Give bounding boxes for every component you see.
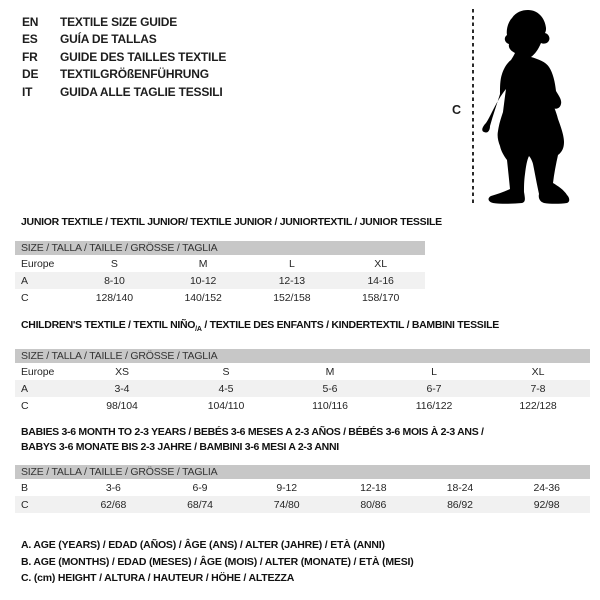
size-cell: XL bbox=[374, 257, 387, 270]
language-code: DE bbox=[22, 67, 39, 82]
language-title: TEXTILE SIZE GUIDE bbox=[60, 14, 178, 29]
size-bar-label: SIZE / TALLA / TAILLE / GRÖSSE / TAGLIA bbox=[21, 350, 218, 363]
size-cell: 6-9 bbox=[192, 481, 208, 494]
table-row bbox=[15, 272, 425, 289]
size-cell: 152/158 bbox=[273, 291, 311, 304]
size-cell: 24-36 bbox=[533, 481, 560, 494]
size-cell: 6-7 bbox=[426, 382, 442, 395]
footnote-line: B. AGE (MONTHS) / EDAD (MESES) / ÂGE (MOIS) / ALTER (MONATE) / ETÀ (MESI) bbox=[21, 555, 414, 568]
size-cell: S bbox=[222, 365, 230, 378]
row-label: A bbox=[21, 274, 28, 287]
language-row bbox=[22, 83, 226, 101]
junior-table-title bbox=[21, 215, 442, 230]
table-row bbox=[15, 289, 425, 306]
babies-table-section bbox=[15, 425, 590, 513]
footnote-line: C. (cm) HEIGHT / ALTURA / HAUTEUR / HÖHE / ALTEZZA bbox=[21, 572, 295, 584]
language-title: GUIDA ALLE TAGLIE TESSILI bbox=[60, 84, 223, 99]
size-bar bbox=[15, 349, 590, 363]
table-title-segment: / TEXTILE DES ENFANTS / KINDERTEXTIL / BAMBINI TESSILE bbox=[201, 319, 499, 331]
size-cell: 110/116 bbox=[312, 399, 348, 412]
size-cell: 4-5 bbox=[218, 382, 234, 395]
language-title: GUÍA DE TALLAS bbox=[60, 32, 157, 47]
table-title-segment: CHILDREN'S TEXTILE / TEXTIL NIÑO bbox=[21, 319, 196, 331]
size-cell: L bbox=[431, 365, 437, 378]
babies-size-table bbox=[15, 465, 590, 513]
size-cell: 10-12 bbox=[189, 274, 217, 287]
row-label: A bbox=[21, 382, 28, 395]
footnotes bbox=[21, 537, 414, 587]
table-row bbox=[15, 479, 590, 496]
size-cell: 86/92 bbox=[447, 498, 473, 511]
children-size-table bbox=[15, 349, 590, 414]
size-cell: 128/140 bbox=[95, 291, 133, 304]
size-cell: L bbox=[289, 257, 295, 270]
size-cell: 80/86 bbox=[360, 498, 387, 511]
size-bar bbox=[15, 241, 425, 255]
size-cell: M bbox=[325, 365, 335, 378]
table-title-line bbox=[21, 215, 442, 230]
language-title: TEXTILGRÖßENFÜHRUNG bbox=[60, 67, 209, 82]
size-cell: 104/110 bbox=[207, 399, 245, 412]
language-row bbox=[22, 48, 226, 66]
size-cell: 14-16 bbox=[367, 274, 394, 287]
size-cell: 92/98 bbox=[533, 498, 560, 511]
size-bar bbox=[15, 465, 590, 479]
size-cell: 3-6 bbox=[105, 481, 121, 494]
size-cell: 62/68 bbox=[100, 498, 127, 511]
size-cell: 12-18 bbox=[360, 481, 387, 494]
language-row bbox=[22, 13, 226, 31]
size-cell: 18-24 bbox=[446, 481, 474, 494]
row-label: Europe bbox=[21, 257, 55, 270]
language-code: IT bbox=[22, 84, 33, 99]
language-row bbox=[22, 66, 226, 84]
table-title-line bbox=[21, 425, 590, 440]
height-c-label: C bbox=[452, 103, 462, 117]
language-code: ES bbox=[22, 32, 38, 47]
language-row bbox=[22, 31, 226, 49]
children-table-section bbox=[15, 318, 590, 414]
size-cell: 7-8 bbox=[530, 382, 546, 395]
size-cell: 12-13 bbox=[278, 274, 306, 287]
table-title-segment: /A bbox=[195, 326, 202, 334]
table-title-segment: BABIES 3-6 MONTH TO 2-3 YEARS / BEBÉS 3-6 MESES A 2-3 AÑOS / BÉBÉS 3-6 MOIS À 2-3 ANS / bbox=[21, 426, 484, 438]
size-cell: 5-6 bbox=[322, 382, 338, 395]
footnote-line: A. AGE (YEARS) / EDAD (AÑOS) / ÂGE (ANS) / ALTER (JAHRE) / ETÀ (ANNI) bbox=[21, 539, 385, 551]
junior-table-section bbox=[15, 215, 442, 306]
size-bar-label: SIZE / TALLA / TAILLE / GRÖSSE / TAGLIA bbox=[21, 242, 218, 254]
height-dashed-line bbox=[472, 9, 474, 206]
row-label: Europe bbox=[21, 365, 55, 378]
baby-silhouette-icon bbox=[480, 8, 576, 206]
table-row bbox=[15, 255, 425, 272]
size-cell: 116/122 bbox=[415, 399, 453, 412]
size-bar-label: SIZE / TALLA / TAILLE / GRÖSSE / TAGLIA bbox=[21, 466, 218, 478]
size-cell: S bbox=[110, 257, 118, 270]
size-cell: XL bbox=[531, 365, 545, 378]
table-title-line bbox=[21, 440, 590, 455]
table-row bbox=[15, 363, 590, 380]
children-table-title bbox=[21, 318, 590, 337]
table-row bbox=[15, 496, 590, 513]
size-cell: 122/128 bbox=[519, 399, 557, 412]
babies-table-title bbox=[21, 425, 590, 455]
size-cell: 3-4 bbox=[114, 382, 130, 395]
size-cell: 158/170 bbox=[361, 291, 400, 304]
language-title: GUIDE DES TAILLES TEXTILE bbox=[60, 49, 227, 64]
size-cell: 74/80 bbox=[273, 498, 300, 511]
size-cell: M bbox=[198, 257, 208, 270]
row-label: B bbox=[21, 481, 28, 494]
row-label: C bbox=[21, 291, 29, 304]
language-code: EN bbox=[22, 14, 39, 29]
row-label: C bbox=[21, 498, 29, 511]
table-row bbox=[15, 397, 590, 414]
table-row bbox=[15, 380, 590, 397]
junior-size-table bbox=[15, 241, 425, 306]
table-title-segment: JUNIOR TEXTILE / TEXTIL JUNIOR/ TEXTILE JUNIOR / JUNIORTEXTIL / JUNIOR TESSILE bbox=[21, 216, 442, 228]
language-code: FR bbox=[22, 49, 38, 64]
size-cell: 98/104 bbox=[106, 399, 138, 412]
size-cell: 140/152 bbox=[184, 291, 222, 304]
table-title-segment: BABYS 3-6 MONATE BIS 2-3 JAHRE / BAMBINI 3-6 MESI A 2-3 ANNI bbox=[21, 441, 339, 453]
language-list bbox=[22, 13, 226, 101]
size-cell: 68/74 bbox=[187, 498, 213, 511]
size-cell: 8-10 bbox=[104, 274, 125, 287]
table-title-line bbox=[21, 318, 590, 337]
size-cell: 9-12 bbox=[276, 481, 297, 494]
size-cell: XS bbox=[115, 365, 129, 378]
row-label: C bbox=[21, 399, 29, 412]
